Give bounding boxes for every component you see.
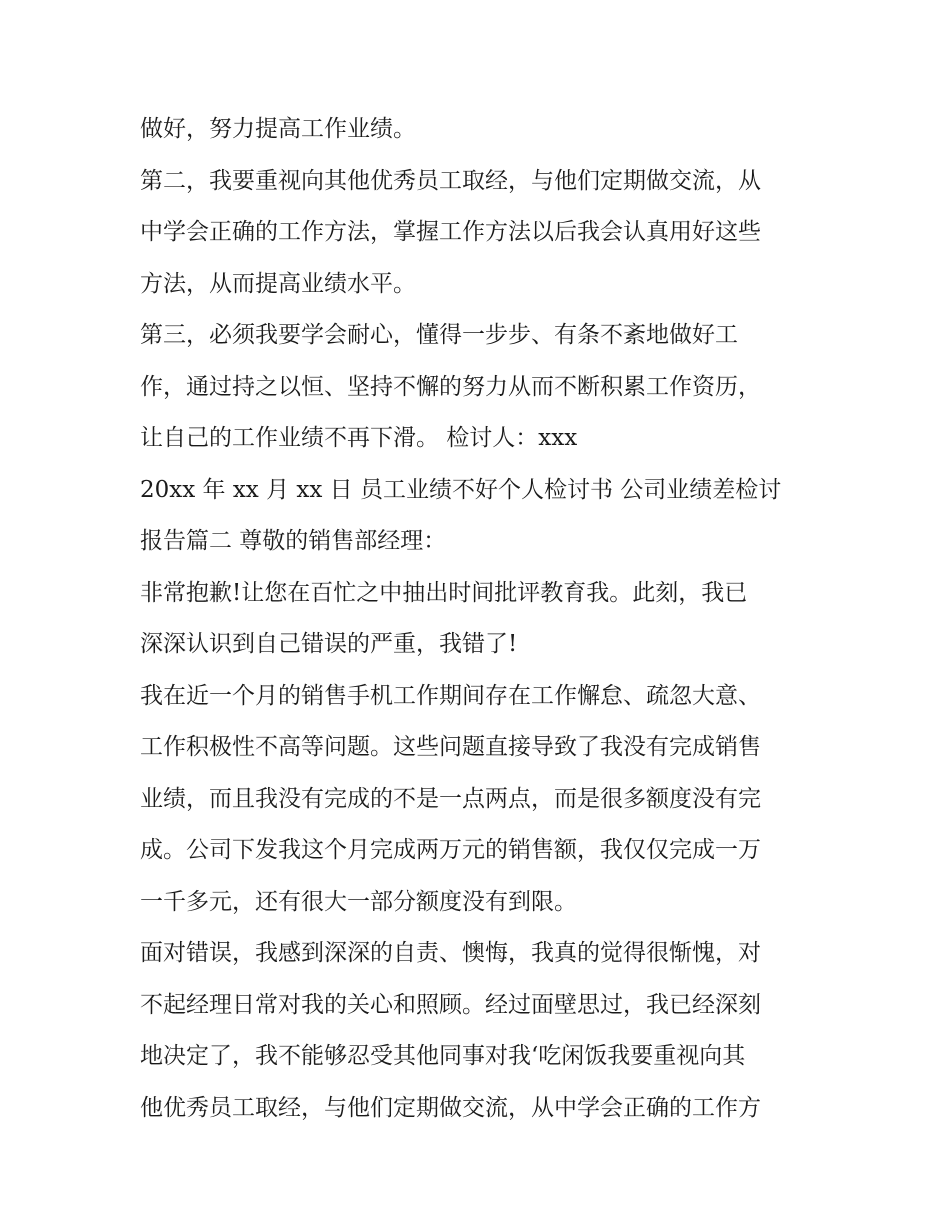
text-line: 业绩，而且我没有完成的不是一点两点，而是很多额度没有完: [140, 785, 761, 812]
text-line: 第三，必须我要学会耐心，懂得一步步、有条不紊地做好工: [140, 322, 738, 348]
text-line: 不起经理日常对我的关心和照顾。经过面壁思过，我已经深刻: [140, 991, 761, 1018]
text-line: 我在近一个月的销售手机工作期间存在工作懈怠、疏忽大意、: [140, 682, 761, 709]
text-line: 方法，从而提高业绩水平。: [140, 270, 416, 297]
text-line: 作，通过持之以恒、坚持不懈的努力从而不断积累工作资历，: [140, 373, 761, 400]
text-line: 工作积极性不高等问题。这些问题直接导致了我没有完成销售: [140, 734, 761, 760]
text-line: 做好，努力提高工作业绩。: [140, 116, 416, 142]
text-line: 20xx 年 xx 月 xx 日 员工业绩不好个人检讨书 公司业绩差检讨: [140, 476, 782, 503]
text-line: 第二，我要重视向其他优秀员工取经，与他们定期做交流，从: [140, 167, 761, 194]
text-line: 中学会正确的工作方法，掌握工作方法以后我会认真用好这些: [140, 219, 761, 245]
text-line: 深深认识到自己错误的严重，我错了!: [140, 631, 518, 657]
text-line: 他优秀员工取经，与他们定期做交流，从中学会正确的工作方: [140, 1094, 761, 1121]
text-line: 成。公司下发我这个月完成两万元的销售额，我仅仅完成一万: [140, 837, 761, 863]
text-line: 一千多元，还有很大一部分额度没有到限。: [140, 888, 577, 915]
text-line: 地决定了，我不能够忍受其他同事对我‘吃闲饭我要重视向其: [140, 1043, 746, 1069]
text-line: 非常抱歉!让您在百忙之中抽出时间批评教育我。此刻，我已: [140, 579, 748, 606]
document-body: [140, 104, 820, 1134]
text-line: 让自己的工作业绩不再下滑。 检讨人：xxx: [140, 425, 578, 451]
text-line: 报告篇二 尊敬的销售部经理：: [140, 528, 447, 554]
text-line: 面对错误，我感到深深的自责、懊悔，我真的觉得很惭愧，对: [140, 940, 761, 966]
